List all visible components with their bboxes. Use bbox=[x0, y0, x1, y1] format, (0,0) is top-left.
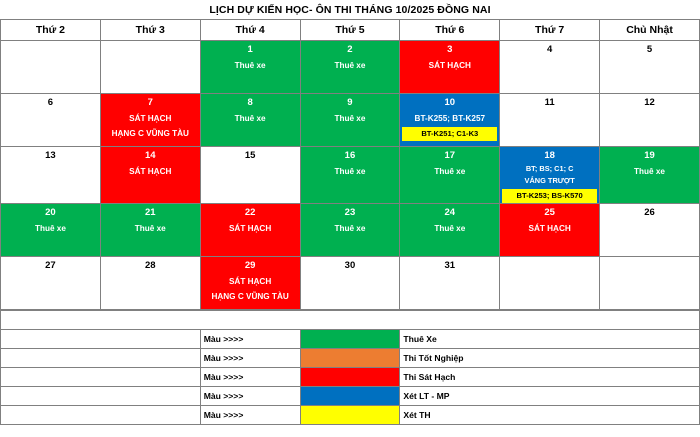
page-title: LỊCH DỰ KIẾN HỌC- ÔN THI THÁNG 10/2025 ĐỒNG NAI bbox=[209, 4, 491, 16]
weekday-header-fri: Thứ 6 bbox=[400, 20, 500, 41]
legend-name: Thuê Xe bbox=[400, 330, 700, 349]
calendar-day-cell[interactable] bbox=[200, 147, 300, 204]
day-number: 20 bbox=[45, 207, 56, 218]
legend-label: Màu >>>> bbox=[200, 349, 300, 368]
calendar-day-cell[interactable] bbox=[500, 41, 600, 94]
event-text: VẮNG TRƯỢT bbox=[524, 176, 575, 185]
day-number: 17 bbox=[444, 150, 456, 161]
calendar-week-row bbox=[1, 204, 700, 257]
day-number: 2 bbox=[347, 44, 353, 55]
event-text: SÁT HẠCH bbox=[228, 277, 272, 286]
day-number: 28 bbox=[144, 260, 156, 271]
event-text: SÁT HẠCH bbox=[428, 61, 471, 70]
calendar-day-cell[interactable] bbox=[600, 41, 700, 94]
legend-blank-cell bbox=[1, 406, 201, 425]
legend-spacer-cell bbox=[1, 311, 700, 330]
weekday-header-sat: Thứ 7 bbox=[500, 20, 600, 41]
calendar-day-cell[interactable] bbox=[600, 94, 700, 147]
legend-blank-cell bbox=[1, 368, 201, 387]
calendar-day-cell[interactable] bbox=[400, 94, 500, 147]
day-number: 16 bbox=[344, 150, 356, 161]
day-number: 30 bbox=[344, 260, 356, 271]
calendar-empty-cell[interactable] bbox=[500, 257, 600, 310]
calendar-week-row bbox=[1, 94, 700, 147]
calendar-day-cell[interactable] bbox=[300, 257, 400, 310]
calendar-week-row bbox=[1, 257, 700, 310]
legend-label: Màu >>>> bbox=[200, 387, 300, 406]
event-text: Thuê xe bbox=[34, 224, 66, 233]
event-text: Thuê xe bbox=[234, 114, 266, 123]
day-number: 31 bbox=[444, 260, 456, 271]
legend-label: Màu >>>> bbox=[200, 406, 300, 425]
weekday-header-tue: Thứ 3 bbox=[100, 20, 200, 41]
legend-color-swatch bbox=[300, 349, 400, 368]
day-number: 6 bbox=[47, 97, 54, 108]
calendar-day-cell[interactable] bbox=[600, 147, 700, 204]
day-number: 1 bbox=[247, 44, 253, 55]
event-text: SÁT HẠCH bbox=[528, 224, 571, 233]
event-subtext: HẠNG C VŨNG TÀU bbox=[211, 292, 289, 301]
event-text: Thuê xe bbox=[434, 167, 466, 176]
event-text: Thuê xe bbox=[634, 167, 665, 176]
legend-blank-cell bbox=[1, 330, 201, 349]
event-text: Thuê xe bbox=[134, 224, 166, 233]
calendar-day-cell[interactable] bbox=[200, 257, 300, 310]
calendar-day-cell[interactable] bbox=[100, 147, 200, 204]
day-number: 14 bbox=[144, 150, 156, 161]
event-text: SÁT HẠCH bbox=[228, 224, 272, 233]
calendar-day-cell[interactable] bbox=[300, 94, 400, 147]
calendar-body bbox=[1, 41, 700, 310]
calendar-week-row bbox=[1, 147, 700, 204]
calendar-day-cell[interactable] bbox=[1, 204, 101, 257]
day-number: 26 bbox=[644, 207, 655, 218]
event-text: Thuê xe bbox=[234, 61, 266, 70]
event-text: Thuê xe bbox=[334, 61, 366, 70]
day-number: 12 bbox=[644, 97, 655, 108]
legend-table bbox=[0, 310, 700, 425]
event-text: Thuê xe bbox=[434, 224, 466, 233]
legend-row bbox=[1, 368, 700, 387]
day-number: 29 bbox=[244, 260, 256, 271]
calendar-table bbox=[0, 19, 700, 310]
event-text: Thuê xe bbox=[334, 167, 366, 176]
event-text: BT-K255; BT-K257 bbox=[414, 114, 486, 123]
day-number: 4 bbox=[546, 44, 553, 55]
legend-color-swatch bbox=[300, 368, 400, 387]
day-number: 18 bbox=[544, 150, 555, 161]
event-subtext: HẠNG C VŨNG TÀU bbox=[111, 129, 189, 138]
calendar-week-row bbox=[1, 41, 700, 94]
calendar-day-cell[interactable] bbox=[400, 257, 500, 310]
day-number: 24 bbox=[444, 207, 456, 218]
calendar-day-cell[interactable] bbox=[300, 147, 400, 204]
event-badge: BT-K251; C1-K3 bbox=[402, 127, 497, 141]
calendar-empty-cell[interactable] bbox=[600, 257, 700, 310]
day-number: 13 bbox=[45, 150, 56, 161]
legend-label: Màu >>>> bbox=[200, 368, 300, 387]
day-number: 22 bbox=[244, 207, 256, 218]
calendar-day-cell[interactable] bbox=[100, 257, 200, 310]
day-number: 23 bbox=[344, 207, 356, 218]
calendar-day-cell[interactable] bbox=[600, 204, 700, 257]
legend-color-swatch bbox=[300, 330, 400, 349]
calendar-day-cell[interactable] bbox=[300, 204, 400, 257]
day-number: 10 bbox=[444, 97, 456, 108]
legend-spacer-row bbox=[1, 311, 700, 330]
legend-name: Xét LT - MP bbox=[400, 387, 700, 406]
weekday-header-row bbox=[1, 20, 700, 41]
calendar-day-cell[interactable] bbox=[1, 94, 101, 147]
day-number: 8 bbox=[247, 97, 253, 108]
legend-blank-cell bbox=[1, 387, 201, 406]
legend-name: Xét TH bbox=[400, 406, 700, 425]
calendar-day-cell[interactable] bbox=[100, 204, 200, 257]
weekday-header-thu: Thứ 5 bbox=[300, 20, 400, 41]
calendar-day-cell[interactable] bbox=[500, 147, 600, 204]
legend-name: Thi Sát Hạch bbox=[400, 368, 700, 387]
day-number: 27 bbox=[45, 260, 56, 271]
calendar-day-cell[interactable] bbox=[500, 204, 600, 257]
calendar-day-cell[interactable] bbox=[1, 257, 101, 310]
event-text: BT; BS; C1; C bbox=[525, 164, 574, 173]
calendar-day-cell[interactable] bbox=[200, 204, 300, 257]
day-number: 21 bbox=[144, 207, 156, 218]
day-number: 25 bbox=[544, 207, 555, 218]
event-text: Thuê xe bbox=[334, 224, 366, 233]
calendar-day-cell[interactable] bbox=[400, 204, 500, 257]
calendar-day-cell[interactable] bbox=[400, 147, 500, 204]
day-number: 9 bbox=[347, 97, 353, 108]
legend-body bbox=[1, 330, 700, 425]
event-badge: BT-K253; BS-K570 bbox=[502, 189, 597, 203]
legend-color-swatch bbox=[300, 387, 400, 406]
weekday-header-sun: Chủ Nhật bbox=[600, 20, 700, 41]
legend-name: Thi Tốt Nghiệp bbox=[400, 349, 700, 368]
event-text: SÁT HẠCH bbox=[129, 167, 172, 176]
legend-row bbox=[1, 349, 700, 368]
calendar-empty-cell[interactable] bbox=[1, 41, 101, 94]
day-number: 19 bbox=[644, 150, 655, 161]
day-number: 7 bbox=[147, 97, 153, 108]
calendar-day-cell[interactable] bbox=[100, 94, 200, 147]
calendar-day-cell[interactable] bbox=[500, 94, 600, 147]
calendar-day-cell[interactable] bbox=[400, 41, 500, 94]
event-text: SÁT HẠCH bbox=[129, 114, 172, 123]
legend-label: Màu >>>> bbox=[200, 330, 300, 349]
weekday-header-wed: Thứ 4 bbox=[200, 20, 300, 41]
calendar-day-cell[interactable] bbox=[200, 41, 300, 94]
calendar-day-cell[interactable] bbox=[1, 147, 101, 204]
weekday-header-mon: Thứ 2 bbox=[1, 20, 101, 41]
legend-row bbox=[1, 330, 700, 349]
day-number: 15 bbox=[244, 150, 256, 161]
day-number: 5 bbox=[646, 44, 653, 55]
legend-row bbox=[1, 387, 700, 406]
legend-color-swatch bbox=[300, 406, 400, 425]
calendar-empty-cell[interactable] bbox=[100, 41, 200, 94]
day-number: 3 bbox=[447, 44, 453, 55]
event-text: Thuê xe bbox=[334, 114, 366, 123]
calendar-day-cell[interactable] bbox=[300, 41, 400, 94]
legend-blank-cell bbox=[1, 349, 201, 368]
day-number: 11 bbox=[544, 97, 555, 108]
legend-row bbox=[1, 406, 700, 425]
calendar-day-cell[interactable] bbox=[200, 94, 300, 147]
